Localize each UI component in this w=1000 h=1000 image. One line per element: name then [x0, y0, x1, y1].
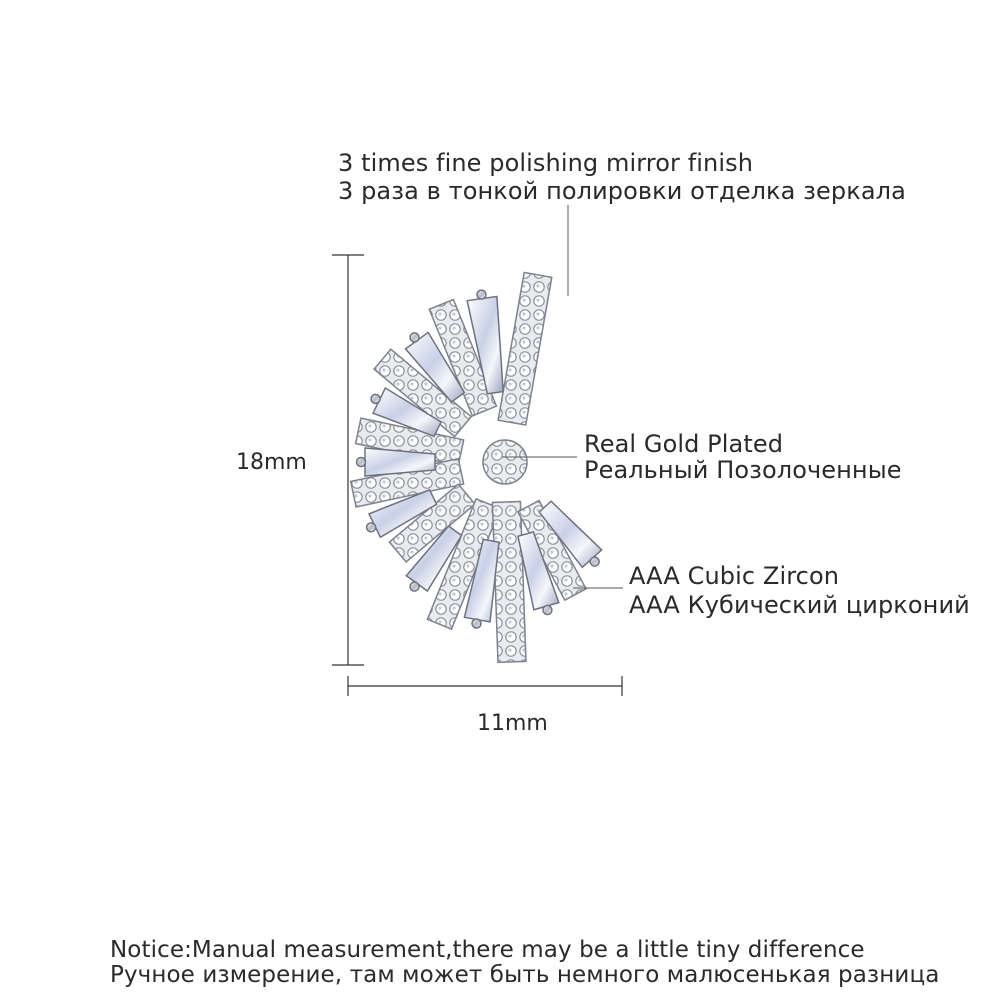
prong: [590, 557, 599, 566]
center-hub: [483, 440, 527, 484]
notice-en: Notice:Manual measurement,there may be a little tiny difference: [110, 937, 865, 963]
pave-bar: [498, 272, 552, 425]
plating-label-en: Real Gold Plated: [584, 430, 784, 458]
plating-label-ru: Реальный Позолоченные: [584, 456, 902, 484]
prong: [477, 290, 486, 299]
prong: [543, 606, 552, 615]
prong: [367, 523, 376, 532]
width-dimension-label: 11mm: [477, 711, 548, 736]
finish-label-ru: 3 раза в тонкой полировки отделка зеркала: [338, 177, 906, 205]
height-dimension-label: 18mm: [236, 450, 307, 475]
stone-label-en: AAA Cubic Zircon: [629, 562, 840, 590]
notice-ru: Ручное измерение, там может быть немного малюсенькая разница: [110, 962, 940, 988]
finish-label-en: 3 times fine polishing mirror finish: [338, 149, 754, 177]
stone-label-ru: AAA Кубический цирконий: [629, 591, 970, 619]
prong: [357, 458, 366, 467]
prong: [371, 394, 380, 403]
prong: [472, 619, 481, 628]
pave-bar: [492, 501, 526, 662]
prong: [410, 582, 419, 591]
prong: [410, 333, 419, 342]
